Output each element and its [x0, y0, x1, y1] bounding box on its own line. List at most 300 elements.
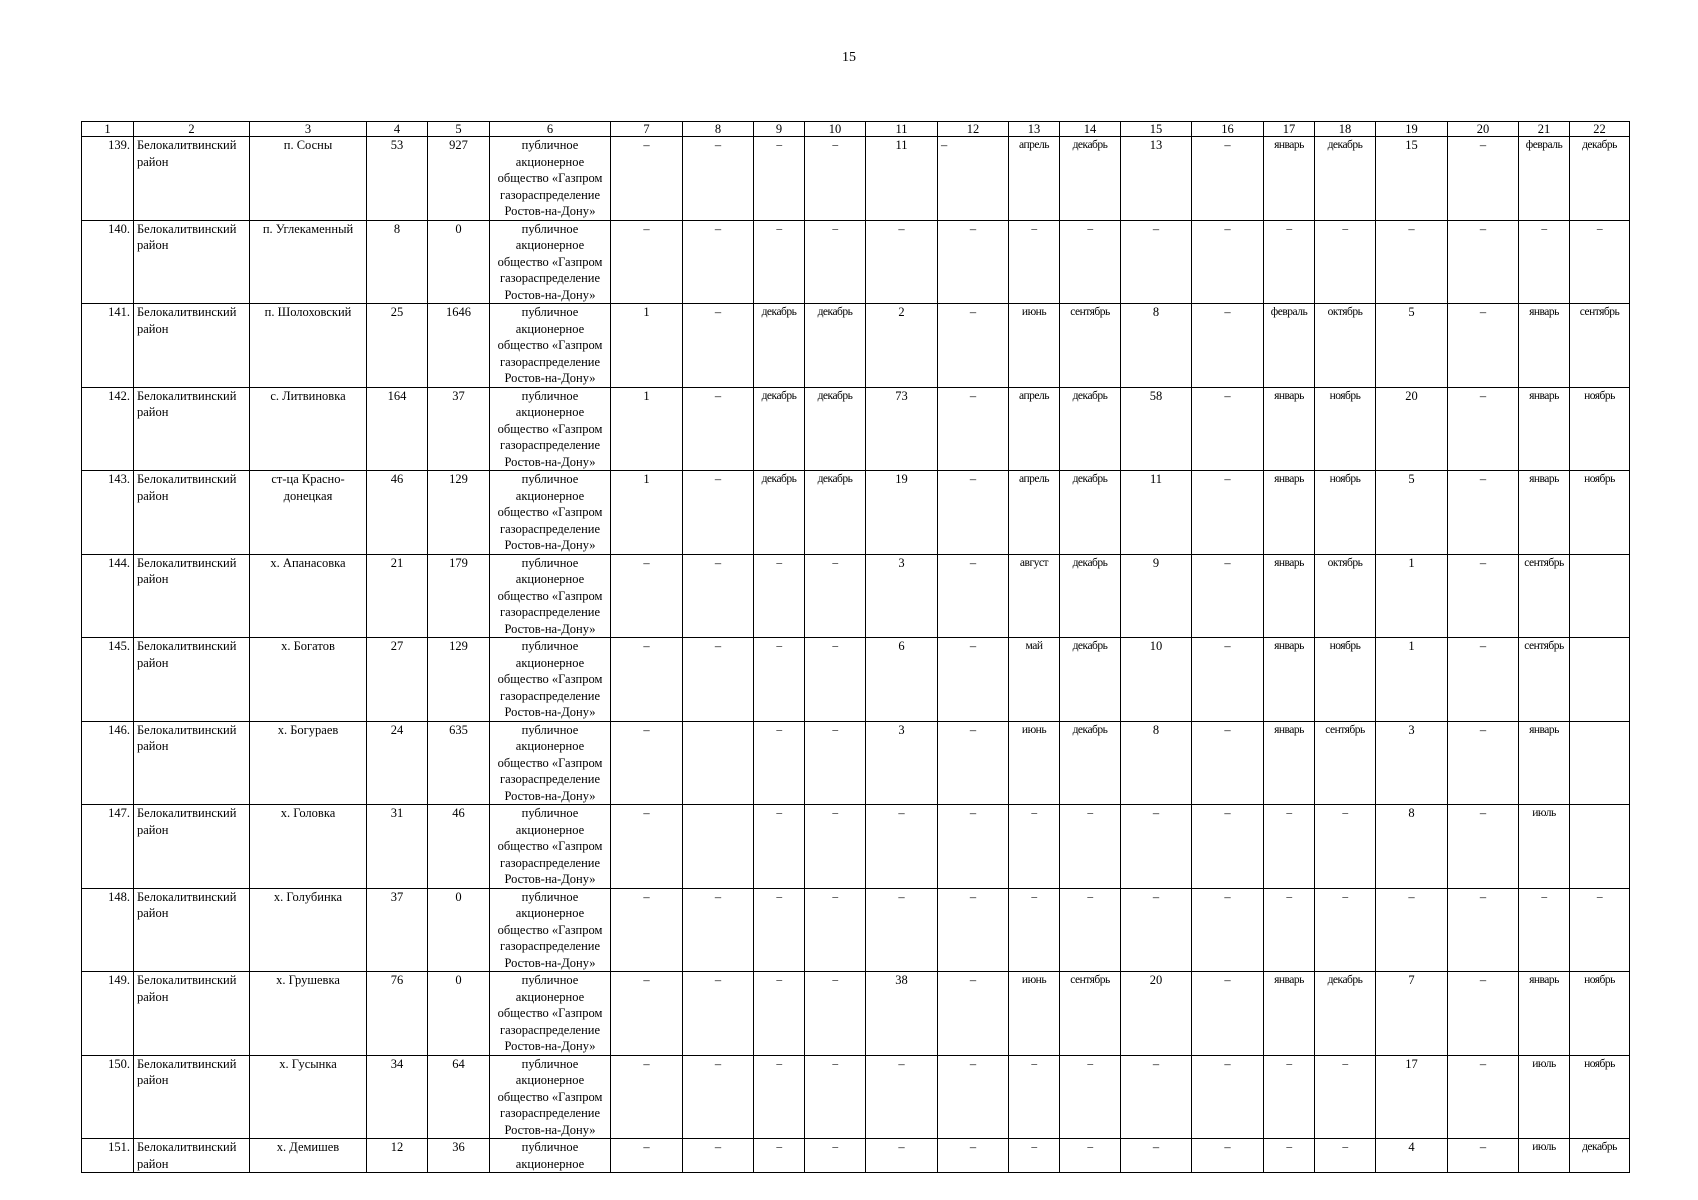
table-cell-col-20: – — [1448, 220, 1519, 304]
table-cell-col-3: п. Шолоховский — [250, 304, 367, 388]
table-cell-col-3: с. Литвиновка — [250, 387, 367, 471]
table-cell-col-12: – — [938, 471, 1009, 555]
table-cell-col-22 — [1570, 554, 1630, 638]
table-cell-col-2: Белокалитвинский район — [134, 387, 250, 471]
column-header-20: 20 — [1448, 122, 1519, 137]
table-cell-col-1: 145. — [82, 638, 134, 722]
table-cell-col-8: – — [683, 137, 754, 221]
table-cell-col-12: – — [938, 387, 1009, 471]
table-cell-col-19: 8 — [1376, 805, 1448, 889]
table-cell-col-16: – — [1192, 972, 1264, 1056]
table-cell-col-15: – — [1121, 805, 1192, 889]
table-cell-col-16: – — [1192, 1055, 1264, 1139]
table-cell-col-7: – — [611, 220, 683, 304]
table-cell-col-13: июнь — [1009, 304, 1060, 388]
table-cell-col-20: – — [1448, 888, 1519, 972]
table-cell-col-19: 3 — [1376, 721, 1448, 805]
table-cell-col-15: 11 — [1121, 471, 1192, 555]
table-cell-col-11: 11 — [866, 137, 938, 221]
table-cell-col-1: 143. — [82, 471, 134, 555]
table-cell-col-18: – — [1315, 1055, 1376, 1139]
table-cell-col-18: ноябрь — [1315, 471, 1376, 555]
table-cell-col-13: – — [1009, 805, 1060, 889]
table-cell-col-22: декабрь — [1570, 1139, 1630, 1173]
table-cell-col-6: публичное акционерное общество «Газпром газораспределение Ростов-на-Дону» — [490, 805, 611, 889]
table-cell-col-5: 129 — [428, 638, 490, 722]
column-header-17: 17 — [1264, 122, 1315, 137]
table-cell-col-11: – — [866, 888, 938, 972]
table-cell-col-5: 37 — [428, 387, 490, 471]
column-header-22: 22 — [1570, 122, 1630, 137]
table-cell-col-1: 144. — [82, 554, 134, 638]
table-cell-col-6: публичное акционерное общество «Газпром газораспределение Ростов-на-Дону» — [490, 638, 611, 722]
table-cell-col-19: 5 — [1376, 304, 1448, 388]
table-cell-col-18: – — [1315, 220, 1376, 304]
table-cell-col-3: х. Головка — [250, 805, 367, 889]
table-cell-col-14: – — [1060, 888, 1121, 972]
column-header-12: 12 — [938, 122, 1009, 137]
table-cell-col-17: январь — [1264, 638, 1315, 722]
table-cell-col-3: х. Демишев — [250, 1139, 367, 1173]
table-cell-col-3: х. Апанасовка — [250, 554, 367, 638]
table-cell-col-15: 10 — [1121, 638, 1192, 722]
table-cell-col-16: – — [1192, 888, 1264, 972]
table-cell-col-3: х. Богатов — [250, 638, 367, 722]
table-cell-col-3: х. Грушевка — [250, 972, 367, 1056]
table-cell-col-14: – — [1060, 220, 1121, 304]
column-header-8: 8 — [683, 122, 754, 137]
table-cell-col-1: 151. — [82, 1139, 134, 1173]
table-cell-col-20: – — [1448, 387, 1519, 471]
table-cell-col-15: 58 — [1121, 387, 1192, 471]
table-cell-col-6: публичное акционерное общество «Газпром газораспределение Ростов-на-Дону» — [490, 471, 611, 555]
table-cell-col-1: 141. — [82, 304, 134, 388]
table-cell-col-4: 21 — [367, 554, 428, 638]
table-cell-col-11: 6 — [866, 638, 938, 722]
table-cell-col-8: – — [683, 387, 754, 471]
table-cell-col-11: – — [866, 1055, 938, 1139]
table-cell-col-6: публичное акционерное — [490, 1139, 611, 1173]
column-header-18: 18 — [1315, 122, 1376, 137]
table-cell-col-4: 53 — [367, 137, 428, 221]
table-cell-col-13: – — [1009, 1055, 1060, 1139]
table-cell-col-14: декабрь — [1060, 387, 1121, 471]
table-cell-col-22: – — [1570, 888, 1630, 972]
table-cell-col-10: декабрь — [805, 471, 866, 555]
table-cell-col-21: январь — [1519, 721, 1570, 805]
page-number: 15 — [842, 50, 856, 65]
table-cell-col-21: февраль — [1519, 137, 1570, 221]
table-cell-col-17: – — [1264, 805, 1315, 889]
column-header-19: 19 — [1376, 122, 1448, 137]
table-cell-col-3: х. Голубинка — [250, 888, 367, 972]
table-cell-col-20: – — [1448, 972, 1519, 1056]
table-cell-col-8: – — [683, 304, 754, 388]
table-cell-col-22: сентябрь — [1570, 304, 1630, 388]
table-row — [82, 304, 1630, 388]
table-cell-col-4: 46 — [367, 471, 428, 555]
table-cell-col-12: – — [938, 137, 1009, 221]
table-cell-col-9: – — [754, 888, 805, 972]
table-cell-col-8: – — [683, 220, 754, 304]
table-cell-col-4: 76 — [367, 972, 428, 1056]
table-cell-col-21: январь — [1519, 304, 1570, 388]
table-cell-col-15: 13 — [1121, 137, 1192, 221]
table-cell-col-22: ноябрь — [1570, 972, 1630, 1056]
table-cell-col-15: 8 — [1121, 304, 1192, 388]
table-row — [82, 137, 1630, 221]
table-cell-col-8: – — [683, 638, 754, 722]
table-cell-col-5: 1646 — [428, 304, 490, 388]
table-row — [82, 387, 1630, 471]
table-cell-col-21: январь — [1519, 972, 1570, 1056]
table-cell-col-20: – — [1448, 1055, 1519, 1139]
table-cell-col-6: публичное акционерное общество «Газпром газораспределение Ростов-на-Дону» — [490, 137, 611, 221]
table-cell-col-14: декабрь — [1060, 137, 1121, 221]
table-cell-col-9: – — [754, 721, 805, 805]
column-header-11: 11 — [866, 122, 938, 137]
table-cell-col-7: – — [611, 1139, 683, 1173]
table-cell-col-8: – — [683, 1139, 754, 1173]
table-cell-col-16: – — [1192, 220, 1264, 304]
table-cell-col-15: – — [1121, 1055, 1192, 1139]
table-cell-col-7: – — [611, 805, 683, 889]
table-cell-col-11: – — [866, 805, 938, 889]
column-header-13: 13 — [1009, 122, 1060, 137]
table-cell-col-4: 24 — [367, 721, 428, 805]
table-cell-col-19: 1 — [1376, 554, 1448, 638]
table-cell-col-4: 8 — [367, 220, 428, 304]
table-cell-col-21: – — [1519, 888, 1570, 972]
table-cell-col-18: декабрь — [1315, 137, 1376, 221]
table-cell-col-12: – — [938, 1055, 1009, 1139]
table-cell-col-10: – — [805, 137, 866, 221]
table-cell-col-2: Белокалитвинский район — [134, 805, 250, 889]
table-cell-col-7: 1 — [611, 304, 683, 388]
table-cell-col-13: июнь — [1009, 721, 1060, 805]
table-cell-col-20: – — [1448, 721, 1519, 805]
table-cell-col-10: – — [805, 220, 866, 304]
table-cell-col-18: сентябрь — [1315, 721, 1376, 805]
table-cell-col-13: апрель — [1009, 471, 1060, 555]
table-cell-col-12: – — [938, 888, 1009, 972]
table-cell-col-7: – — [611, 1055, 683, 1139]
table-cell-col-9: – — [754, 137, 805, 221]
table-cell-col-17: февраль — [1264, 304, 1315, 388]
table-cell-col-14: декабрь — [1060, 471, 1121, 555]
table-cell-col-17: январь — [1264, 554, 1315, 638]
table-cell-col-9: декабрь — [754, 471, 805, 555]
table-cell-col-2: Белокалитвинский район — [134, 554, 250, 638]
table-cell-col-20: – — [1448, 805, 1519, 889]
table-cell-col-17: – — [1264, 220, 1315, 304]
table-cell-col-19: 1 — [1376, 638, 1448, 722]
table-cell-col-9: декабрь — [754, 387, 805, 471]
table-row — [82, 220, 1630, 304]
table-cell-col-10: – — [805, 888, 866, 972]
table-cell-col-5: 129 — [428, 471, 490, 555]
table-cell-col-20: – — [1448, 554, 1519, 638]
table-cell-col-4: 164 — [367, 387, 428, 471]
table-cell-col-4: 12 — [367, 1139, 428, 1173]
table-cell-col-22: ноябрь — [1570, 1055, 1630, 1139]
table-cell-col-5: 46 — [428, 805, 490, 889]
table-cell-col-16: – — [1192, 137, 1264, 221]
column-header-3: 3 — [250, 122, 367, 137]
table-cell-col-3: ст-ца Красно-донецкая — [250, 471, 367, 555]
table-cell-col-14: сентябрь — [1060, 972, 1121, 1056]
table-body — [82, 137, 1630, 1173]
table-cell-col-1: 148. — [82, 888, 134, 972]
table-cell-col-8: – — [683, 972, 754, 1056]
table-cell-col-7: – — [611, 638, 683, 722]
table-cell-col-10: – — [805, 805, 866, 889]
table-cell-col-22: ноябрь — [1570, 387, 1630, 471]
table-cell-col-11: 3 — [866, 554, 938, 638]
table-cell-col-4: 27 — [367, 638, 428, 722]
table-cell-col-11: 3 — [866, 721, 938, 805]
table-cell-col-3: х. Гусынка — [250, 1055, 367, 1139]
table-cell-col-7: 1 — [611, 471, 683, 555]
table-cell-col-9: – — [754, 554, 805, 638]
table-cell-col-21: июль — [1519, 1055, 1570, 1139]
table-cell-col-20: – — [1448, 137, 1519, 221]
table-cell-col-16: – — [1192, 554, 1264, 638]
table-row — [82, 888, 1630, 972]
column-header-14: 14 — [1060, 122, 1121, 137]
table-cell-col-17: – — [1264, 1139, 1315, 1173]
table-cell-col-10: – — [805, 554, 866, 638]
table-cell-col-6: публичное акционерное общество «Газпром газораспределение Ростов-на-Дону» — [490, 304, 611, 388]
table-cell-col-17: январь — [1264, 137, 1315, 221]
table-cell-col-15: 8 — [1121, 721, 1192, 805]
table-cell-col-21: сентябрь — [1519, 638, 1570, 722]
table-cell-col-13: апрель — [1009, 137, 1060, 221]
table-cell-col-15: – — [1121, 220, 1192, 304]
table-cell-col-6: публичное акционерное общество «Газпром газораспределение Ростов-на-Дону» — [490, 554, 611, 638]
table-cell-col-2: Белокалитвинский район — [134, 721, 250, 805]
table-row — [82, 972, 1630, 1056]
table-cell-col-5: 0 — [428, 888, 490, 972]
table-cell-col-16: – — [1192, 387, 1264, 471]
table-cell-col-22 — [1570, 721, 1630, 805]
column-header-4: 4 — [367, 122, 428, 137]
table-cell-col-7: – — [611, 137, 683, 221]
table-cell-col-10: декабрь — [805, 387, 866, 471]
table-cell-col-15: 20 — [1121, 972, 1192, 1056]
table-cell-col-1: 142. — [82, 387, 134, 471]
table-cell-col-7: – — [611, 554, 683, 638]
table-cell-col-20: – — [1448, 638, 1519, 722]
table-cell-col-3: п. Углекаменный — [250, 220, 367, 304]
table-cell-col-13: апрель — [1009, 387, 1060, 471]
table-cell-col-18: – — [1315, 1139, 1376, 1173]
table-cell-col-10: – — [805, 638, 866, 722]
table-cell-col-1: 147. — [82, 805, 134, 889]
table-cell-col-1: 150. — [82, 1055, 134, 1139]
table-cell-col-13: май — [1009, 638, 1060, 722]
table-row — [82, 1139, 1630, 1173]
table-row — [82, 805, 1630, 889]
table-row — [82, 1055, 1630, 1139]
table-cell-col-19: 20 — [1376, 387, 1448, 471]
column-header-21: 21 — [1519, 122, 1570, 137]
table-cell-col-13: – — [1009, 220, 1060, 304]
column-header-7: 7 — [611, 122, 683, 137]
table-cell-col-19: 15 — [1376, 137, 1448, 221]
table-cell-col-3: х. Богураев — [250, 721, 367, 805]
table-cell-col-4: 37 — [367, 888, 428, 972]
table-cell-col-16: – — [1192, 471, 1264, 555]
table-cell-col-14: – — [1060, 1055, 1121, 1139]
gasification-table — [81, 121, 1630, 1173]
column-header-15: 15 — [1121, 122, 1192, 137]
table-cell-col-4: 31 — [367, 805, 428, 889]
table-row — [82, 721, 1630, 805]
table-cell-col-4: 34 — [367, 1055, 428, 1139]
table-cell-col-22 — [1570, 638, 1630, 722]
table-cell-col-6: публичное акционерное общество «Газпром газораспределение Ростов-на-Дону» — [490, 721, 611, 805]
table-cell-col-5: 927 — [428, 137, 490, 221]
table-cell-col-5: 64 — [428, 1055, 490, 1139]
table-cell-col-12: – — [938, 304, 1009, 388]
table-cell-col-17: январь — [1264, 721, 1315, 805]
table-cell-col-13: август — [1009, 554, 1060, 638]
table-cell-col-8: – — [683, 554, 754, 638]
table-cell-col-2: Белокалитвинский район — [134, 888, 250, 972]
table-cell-col-5: 0 — [428, 220, 490, 304]
table-cell-col-5: 36 — [428, 1139, 490, 1173]
table-cell-col-2: Белокалитвинский район — [134, 471, 250, 555]
table-cell-col-14: – — [1060, 805, 1121, 889]
table-cell-col-12: – — [938, 972, 1009, 1056]
table-cell-col-2: Белокалитвинский район — [134, 220, 250, 304]
table-cell-col-16: – — [1192, 721, 1264, 805]
table-cell-col-21: сентябрь — [1519, 554, 1570, 638]
table-cell-col-8: – — [683, 888, 754, 972]
table-cell-col-14: сентябрь — [1060, 304, 1121, 388]
table-cell-col-1: 139. — [82, 137, 134, 221]
table-cell-col-12: – — [938, 1139, 1009, 1173]
column-header-10: 10 — [805, 122, 866, 137]
table-cell-col-21: январь — [1519, 471, 1570, 555]
table-cell-col-12: – — [938, 721, 1009, 805]
table-cell-col-21: июль — [1519, 805, 1570, 889]
table-cell-col-9: – — [754, 1139, 805, 1173]
table-cell-col-2: Белокалитвинский район — [134, 137, 250, 221]
table-cell-col-2: Белокалитвинский район — [134, 638, 250, 722]
table-cell-col-17: январь — [1264, 471, 1315, 555]
table-cell-col-18: ноябрь — [1315, 387, 1376, 471]
table-cell-col-14: декабрь — [1060, 721, 1121, 805]
table-cell-col-5: 635 — [428, 721, 490, 805]
column-number-row — [82, 122, 1630, 137]
column-header-2: 2 — [134, 122, 250, 137]
table-cell-col-10: – — [805, 972, 866, 1056]
table-cell-col-22: ноябрь — [1570, 471, 1630, 555]
table-cell-col-1: 149. — [82, 972, 134, 1056]
table-cell-col-18: – — [1315, 888, 1376, 972]
table-cell-col-21: – — [1519, 220, 1570, 304]
table-cell-col-9: – — [754, 220, 805, 304]
table-cell-col-9: – — [754, 638, 805, 722]
table-cell-col-20: – — [1448, 304, 1519, 388]
column-header-16: 16 — [1192, 122, 1264, 137]
table-cell-col-12: – — [938, 805, 1009, 889]
table-cell-col-4: 25 — [367, 304, 428, 388]
table-cell-col-19: 17 — [1376, 1055, 1448, 1139]
table-cell-col-17: – — [1264, 1055, 1315, 1139]
table-cell-col-21: июль — [1519, 1139, 1570, 1173]
table-cell-col-16: – — [1192, 1139, 1264, 1173]
table-cell-col-14: – — [1060, 1139, 1121, 1173]
table-cell-col-8 — [683, 721, 754, 805]
table-cell-col-15: – — [1121, 888, 1192, 972]
table-cell-col-19: – — [1376, 220, 1448, 304]
table-cell-col-11: 2 — [866, 304, 938, 388]
table-cell-col-11: – — [866, 220, 938, 304]
table-cell-col-15: – — [1121, 1139, 1192, 1173]
table-cell-col-1: 140. — [82, 220, 134, 304]
column-header-5: 5 — [428, 122, 490, 137]
table-row — [82, 471, 1630, 555]
table-cell-col-17: январь — [1264, 972, 1315, 1056]
table-cell-col-19: – — [1376, 888, 1448, 972]
table-cell-col-8: – — [683, 1055, 754, 1139]
table-cell-col-13: июнь — [1009, 972, 1060, 1056]
table-cell-col-13: – — [1009, 1139, 1060, 1173]
table-cell-col-15: 9 — [1121, 554, 1192, 638]
table-cell-col-12: – — [938, 220, 1009, 304]
table-cell-col-7: – — [611, 972, 683, 1056]
table-cell-col-2: Белокалитвинский район — [134, 1055, 250, 1139]
table-cell-col-6: публичное акционерное общество «Газпром газораспределение Ростов-на-Дону» — [490, 220, 611, 304]
table-cell-col-20: – — [1448, 1139, 1519, 1173]
table-cell-col-20: – — [1448, 471, 1519, 555]
table-row — [82, 638, 1630, 722]
table-cell-col-16: – — [1192, 638, 1264, 722]
table-cell-col-10: – — [805, 1055, 866, 1139]
table-cell-col-10: – — [805, 1139, 866, 1173]
table-cell-col-8: – — [683, 471, 754, 555]
table-cell-col-7: 1 — [611, 387, 683, 471]
table-cell-col-7: – — [611, 721, 683, 805]
table-cell-col-19: 5 — [1376, 471, 1448, 555]
table-cell-col-18: декабрь — [1315, 972, 1376, 1056]
table-cell-col-7: – — [611, 888, 683, 972]
table-cell-col-9: декабрь — [754, 304, 805, 388]
table-cell-col-10: – — [805, 721, 866, 805]
table-row — [82, 554, 1630, 638]
column-header-6: 6 — [490, 122, 611, 137]
table-cell-col-19: 7 — [1376, 972, 1448, 1056]
table-cell-col-18: октябрь — [1315, 304, 1376, 388]
table-cell-col-14: декабрь — [1060, 554, 1121, 638]
table-cell-col-14: декабрь — [1060, 638, 1121, 722]
table-cell-col-2: Белокалитвинский район — [134, 972, 250, 1056]
table-cell-col-11: 38 — [866, 972, 938, 1056]
table-cell-col-1: 146. — [82, 721, 134, 805]
table-cell-col-17: – — [1264, 888, 1315, 972]
table-cell-col-8 — [683, 805, 754, 889]
table-cell-col-16: – — [1192, 304, 1264, 388]
table-cell-col-19: 4 — [1376, 1139, 1448, 1173]
table-cell-col-3: п. Сосны — [250, 137, 367, 221]
table-cell-col-18: ноябрь — [1315, 638, 1376, 722]
table-cell-col-2: Белокалитвинский район — [134, 304, 250, 388]
table-cell-col-9: – — [754, 972, 805, 1056]
column-header-9: 9 — [754, 122, 805, 137]
